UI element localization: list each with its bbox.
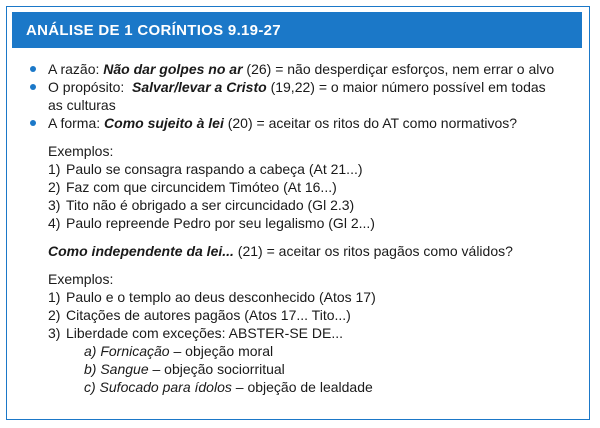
sub-item-text: – objeção sociorritual bbox=[148, 361, 285, 377]
list-item bbox=[48, 306, 570, 324]
item-text: Paulo repreende Pedro por seu legalismo (Gl 2...) bbox=[66, 215, 375, 231]
content bbox=[30, 60, 570, 396]
item-text: Citações de autores pagãos (Atos 17... Tito...) bbox=[66, 307, 351, 323]
sub-item bbox=[48, 342, 570, 360]
item-text: Paulo se consagra raspando a cabeça (At 21...) bbox=[66, 161, 363, 177]
title-bar bbox=[12, 12, 582, 48]
item-number: 1) bbox=[48, 161, 61, 177]
examples-heading: Exemplos: bbox=[48, 143, 114, 159]
bullet-emphasis: Salvar/levar a Cristo bbox=[132, 79, 267, 95]
sub-item-label: b) Sangue bbox=[84, 361, 149, 377]
bullet-dot-icon bbox=[30, 84, 36, 90]
item-number: 3) bbox=[48, 197, 61, 213]
sub-item-label: c) Sufocado para ídolos bbox=[84, 379, 232, 395]
bullet-prefix: A forma: bbox=[48, 115, 105, 131]
examples-heading: Exemplos: bbox=[48, 271, 114, 287]
item-number: 4) bbox=[48, 215, 61, 231]
item-text: Liberdade com exceções: ABSTER-SE DE... bbox=[66, 325, 344, 341]
item-text: Faz com que circuncidem Timóteo (At 16...) bbox=[66, 179, 337, 195]
bullet-text: (26) = não desperdiçar esforços, nem errar o alvo bbox=[242, 61, 555, 77]
examples-law bbox=[30, 142, 570, 396]
bullet-prefix: O propósito: bbox=[48, 79, 133, 95]
list-item bbox=[48, 178, 570, 196]
bullet-emphasis: Não dar golpes no ar bbox=[103, 61, 243, 77]
bullet-emphasis: Como sujeito à lei bbox=[104, 115, 224, 131]
sub-item bbox=[48, 378, 570, 396]
bullet-dot-icon bbox=[30, 66, 36, 72]
sub-item-label: a) Fornicação bbox=[84, 343, 170, 359]
bullet-prefix: A razão: bbox=[48, 61, 104, 77]
bullet-text: (19,22) = o maior número possível em todas bbox=[266, 79, 546, 95]
list-item bbox=[48, 160, 570, 178]
page-title: ANÁLISE DE 1 CORÍNTIOS 9.19-27 bbox=[26, 21, 281, 39]
independent-line bbox=[48, 242, 570, 260]
bullet-continuation: as culturas bbox=[48, 97, 116, 113]
bullet-dot-icon bbox=[30, 120, 36, 126]
bullet-form bbox=[30, 114, 570, 132]
sub-item-text: – objeção moral bbox=[169, 343, 274, 359]
bullet-text: (20) = aceitar os ritos do AT como normativos? bbox=[223, 115, 518, 131]
item-text: Paulo e o templo ao deus desconhecido (Atos 17) bbox=[66, 289, 376, 305]
list-item bbox=[48, 288, 570, 306]
list-item bbox=[48, 196, 570, 214]
bullet-reason bbox=[30, 60, 570, 78]
item-number: 1) bbox=[48, 289, 61, 305]
sub-item-text: – objeção de lealdade bbox=[231, 379, 373, 395]
item-number: 2) bbox=[48, 307, 61, 323]
sub-item bbox=[48, 360, 570, 378]
list-item bbox=[48, 214, 570, 232]
list-item bbox=[48, 324, 570, 342]
item-number: 2) bbox=[48, 179, 61, 195]
item-number: 3) bbox=[48, 325, 61, 341]
bullet-purpose bbox=[30, 78, 570, 114]
independent-emphasis: Como independente da lei... bbox=[48, 243, 234, 259]
independent-text: (21) = aceitar os ritos pagãos como válidos? bbox=[233, 243, 513, 259]
item-text: Tito não é obrigado a ser circuncidado (Gl 2.3) bbox=[66, 197, 355, 213]
